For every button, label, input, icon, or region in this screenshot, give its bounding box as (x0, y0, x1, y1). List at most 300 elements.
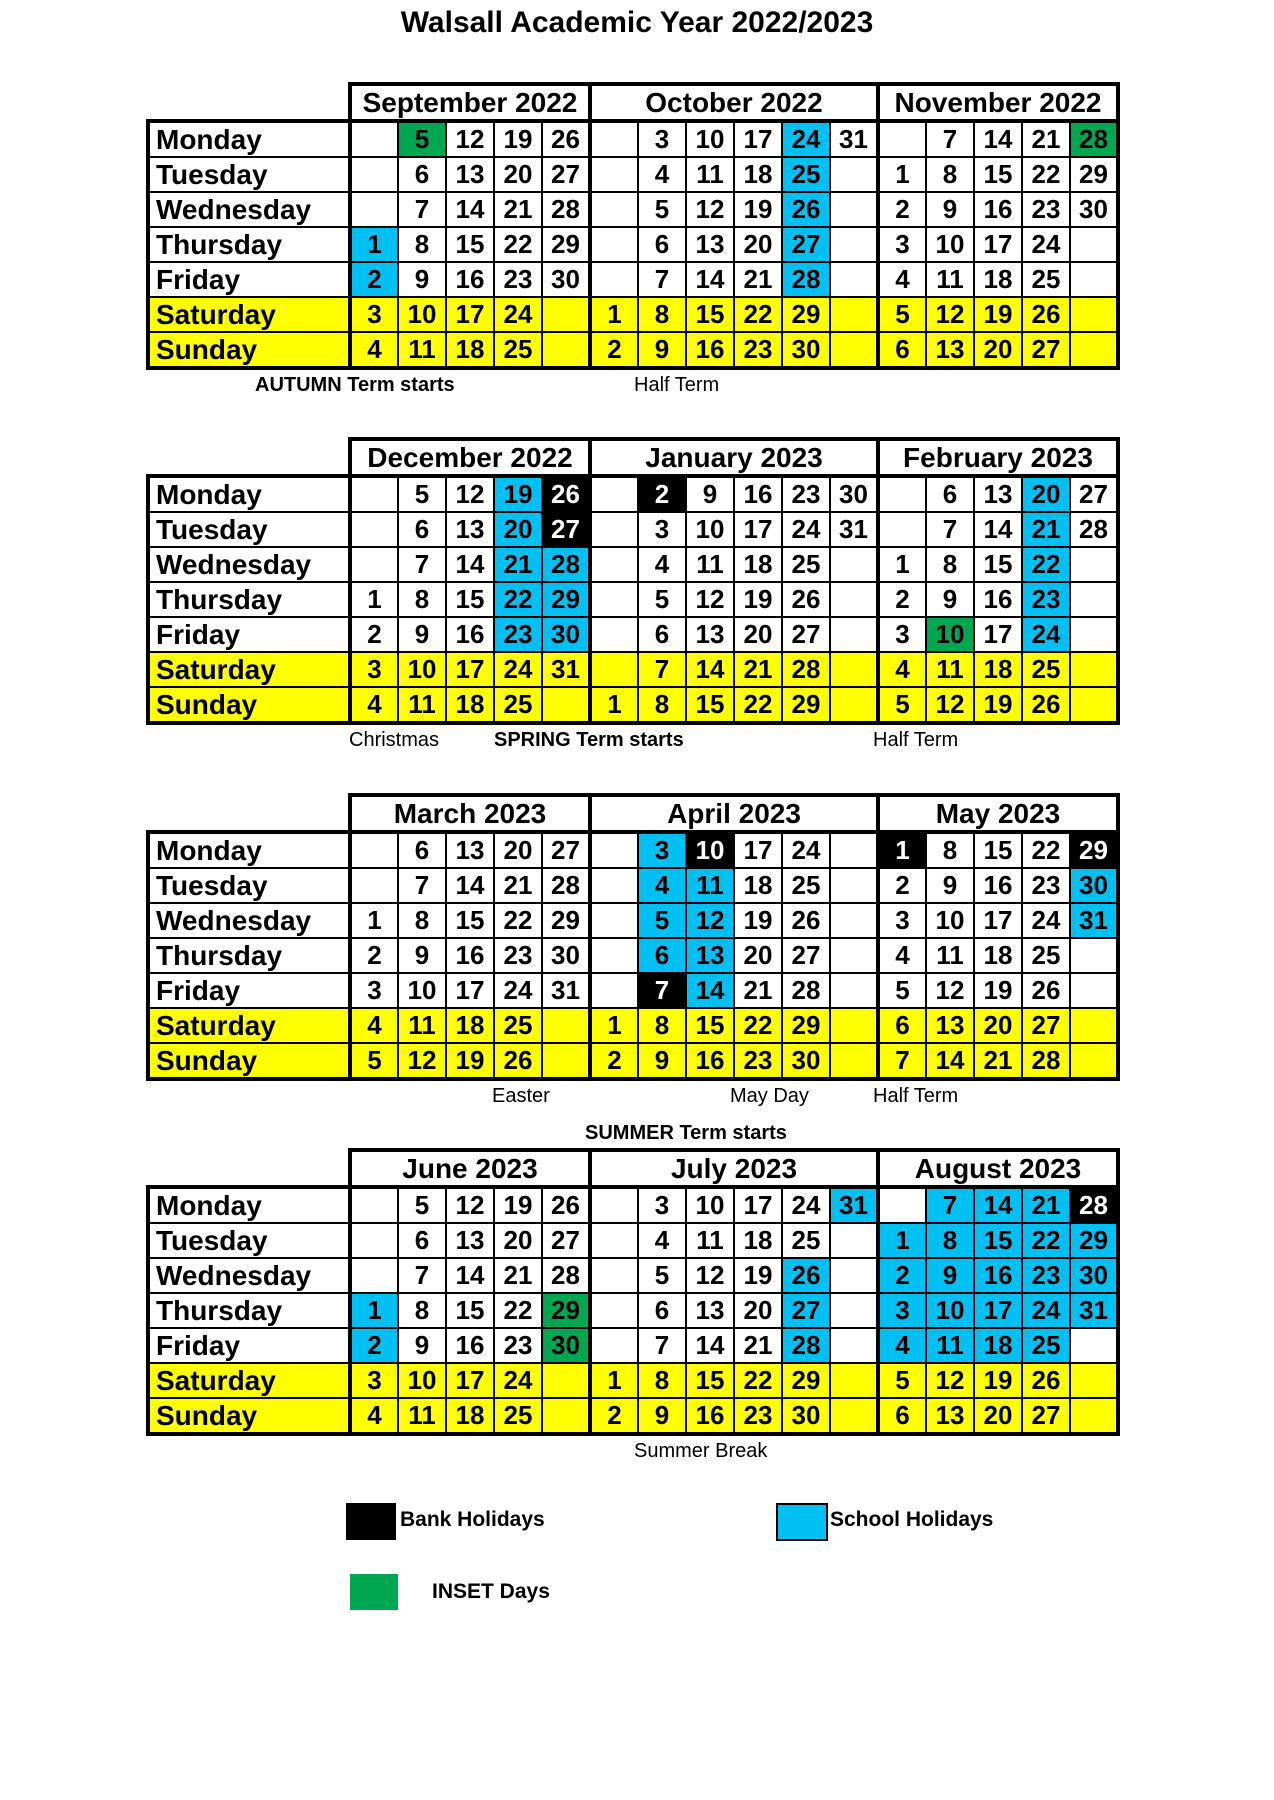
date-cell (830, 687, 878, 723)
date-cell: 1 (878, 157, 926, 192)
date-cell (590, 832, 638, 868)
date-cell: 14 (926, 1043, 974, 1079)
date-cell: 1 (878, 1223, 926, 1258)
date-cell: 30 (542, 262, 590, 297)
date-cell (590, 973, 638, 1008)
day-row (148, 868, 1118, 903)
day-label: Friday (148, 1328, 350, 1363)
date-cell: 5 (638, 903, 686, 938)
date-cell (542, 297, 590, 332)
date-cell: 12 (686, 1258, 734, 1293)
date-cell: 20 (494, 157, 542, 192)
date-cell: 8 (638, 1008, 686, 1043)
date-cell: 13 (686, 1293, 734, 1328)
date-cell: 14 (446, 868, 494, 903)
date-cell (1070, 227, 1118, 262)
day-label: Thursday (148, 938, 350, 973)
date-cell: 23 (734, 1398, 782, 1434)
date-cell (590, 1293, 638, 1328)
date-cell: 4 (638, 868, 686, 903)
day-label: Saturday (148, 1008, 350, 1043)
date-cell: 28 (1070, 121, 1118, 157)
date-cell: 4 (350, 1008, 398, 1043)
term-note: AUTUMN Term starts (255, 374, 455, 396)
date-cell: 26 (542, 476, 590, 512)
date-cell: 11 (926, 652, 974, 687)
date-cell: 29 (542, 582, 590, 617)
month-header: May 2023 (878, 795, 1118, 832)
date-cell: 8 (398, 1293, 446, 1328)
date-cell: 19 (494, 476, 542, 512)
month-header: October 2022 (590, 84, 878, 121)
date-cell: 14 (974, 121, 1022, 157)
date-cell: 2 (638, 476, 686, 512)
date-cell: 7 (398, 1258, 446, 1293)
day-row (148, 297, 1118, 332)
date-cell: 7 (878, 1043, 926, 1079)
date-cell: 8 (638, 297, 686, 332)
date-cell (542, 1363, 590, 1398)
date-cell: 4 (350, 1398, 398, 1434)
date-cell: 1 (350, 903, 398, 938)
date-cell: 10 (686, 1187, 734, 1223)
date-cell: 17 (734, 1187, 782, 1223)
date-cell: 9 (686, 476, 734, 512)
day-label: Saturday (148, 297, 350, 332)
day-row (148, 192, 1118, 227)
date-cell (830, 1043, 878, 1079)
date-cell: 13 (974, 476, 1022, 512)
date-cell: 20 (974, 1398, 1022, 1434)
date-cell (350, 121, 398, 157)
quarter-block (146, 437, 1120, 753)
date-cell: 15 (974, 1223, 1022, 1258)
date-cell: 24 (494, 297, 542, 332)
date-cell (878, 1187, 926, 1223)
date-cell (1070, 1328, 1118, 1363)
day-label: Friday (148, 617, 350, 652)
date-cell: 1 (590, 687, 638, 723)
corner-blank (148, 84, 350, 121)
date-cell: 8 (638, 687, 686, 723)
month-header: January 2023 (590, 439, 878, 476)
date-cell: 17 (734, 512, 782, 547)
month-header: August 2023 (878, 1150, 1118, 1187)
date-cell: 25 (494, 1398, 542, 1434)
date-cell: 16 (446, 938, 494, 973)
date-cell: 19 (734, 192, 782, 227)
day-row (148, 157, 1118, 192)
date-cell: 22 (494, 1293, 542, 1328)
date-cell: 24 (1022, 617, 1070, 652)
date-cell: 4 (350, 687, 398, 723)
date-cell: 9 (926, 192, 974, 227)
date-cell: 16 (974, 1258, 1022, 1293)
date-cell: 29 (542, 227, 590, 262)
quarter-block (146, 1148, 1120, 1464)
day-row (148, 1008, 1118, 1043)
date-cell: 17 (734, 121, 782, 157)
date-cell: 20 (494, 512, 542, 547)
date-cell: 1 (590, 297, 638, 332)
date-cell: 30 (542, 617, 590, 652)
date-cell: 12 (926, 973, 974, 1008)
date-cell (830, 227, 878, 262)
date-cell: 4 (878, 652, 926, 687)
date-cell: 13 (446, 832, 494, 868)
date-cell: 13 (446, 1223, 494, 1258)
date-cell: 18 (734, 547, 782, 582)
term-notes (146, 1081, 1120, 1109)
date-cell: 29 (542, 903, 590, 938)
date-cell: 10 (398, 973, 446, 1008)
date-cell: 15 (686, 687, 734, 723)
calendar-table (146, 1148, 1120, 1436)
date-cell (350, 476, 398, 512)
date-cell: 25 (782, 868, 830, 903)
date-cell (830, 903, 878, 938)
date-cell (590, 652, 638, 687)
date-cell: 17 (446, 973, 494, 1008)
date-cell: 22 (734, 297, 782, 332)
date-cell: 25 (782, 1223, 830, 1258)
date-cell (830, 617, 878, 652)
legend-bank-label: Bank Holidays (400, 1508, 545, 1531)
date-cell: 2 (878, 192, 926, 227)
date-cell: 28 (782, 973, 830, 1008)
day-label: Wednesday (148, 1258, 350, 1293)
date-cell: 22 (1022, 1223, 1070, 1258)
date-cell: 3 (350, 973, 398, 1008)
date-cell: 17 (446, 652, 494, 687)
date-cell: 23 (1022, 1258, 1070, 1293)
date-cell: 29 (1070, 1223, 1118, 1258)
date-cell: 28 (782, 1328, 830, 1363)
day-label: Wednesday (148, 192, 350, 227)
term-note: Christmas (349, 729, 440, 751)
date-cell: 1 (878, 547, 926, 582)
month-header: April 2023 (590, 795, 878, 832)
date-cell: 14 (974, 1187, 1022, 1223)
date-cell: 27 (542, 512, 590, 547)
date-cell: 28 (782, 652, 830, 687)
date-cell (350, 1258, 398, 1293)
date-cell: 15 (446, 903, 494, 938)
date-cell: 9 (398, 938, 446, 973)
date-cell (830, 868, 878, 903)
date-cell: 21 (734, 262, 782, 297)
date-cell: 2 (350, 262, 398, 297)
date-cell: 27 (1022, 1008, 1070, 1043)
date-cell: 26 (1022, 297, 1070, 332)
date-cell (1070, 938, 1118, 973)
date-cell: 9 (398, 262, 446, 297)
date-cell: 20 (494, 1223, 542, 1258)
date-cell: 21 (1022, 1187, 1070, 1223)
date-cell (590, 1223, 638, 1258)
date-cell: 21 (494, 192, 542, 227)
date-cell (1070, 973, 1118, 1008)
date-cell: 9 (638, 332, 686, 368)
month-header: March 2023 (350, 795, 590, 832)
date-cell (1070, 262, 1118, 297)
date-cell: 6 (638, 617, 686, 652)
date-cell: 28 (542, 1258, 590, 1293)
date-cell: 19 (974, 687, 1022, 723)
date-cell: 6 (878, 1398, 926, 1434)
date-cell: 15 (446, 1293, 494, 1328)
date-cell: 17 (734, 832, 782, 868)
date-cell: 27 (542, 832, 590, 868)
date-cell: 8 (926, 1223, 974, 1258)
date-cell: 18 (974, 1328, 1022, 1363)
day-row (148, 832, 1118, 868)
date-cell: 9 (638, 1398, 686, 1434)
term-note: Half Term (873, 1085, 959, 1107)
date-cell: 12 (926, 687, 974, 723)
date-cell: 26 (1022, 1363, 1070, 1398)
date-cell (830, 652, 878, 687)
page-title: Walsall Academic Year 2022/2023 (400, 6, 874, 39)
date-cell: 5 (350, 1043, 398, 1079)
day-label: Wednesday (148, 903, 350, 938)
school-holiday-swatch (776, 1503, 828, 1541)
date-cell: 29 (782, 1008, 830, 1043)
date-cell: 4 (638, 1223, 686, 1258)
date-cell: 27 (1070, 476, 1118, 512)
date-cell: 14 (686, 973, 734, 1008)
day-label: Sunday (148, 687, 350, 723)
date-cell: 24 (494, 973, 542, 1008)
corner-blank (148, 439, 350, 476)
calendar-table (146, 437, 1120, 725)
date-cell: 8 (398, 903, 446, 938)
date-cell: 4 (878, 938, 926, 973)
date-cell: 5 (878, 1363, 926, 1398)
date-cell: 10 (686, 121, 734, 157)
date-cell (830, 262, 878, 297)
date-cell: 15 (686, 297, 734, 332)
date-cell: 2 (878, 1258, 926, 1293)
date-cell (830, 582, 878, 617)
date-cell: 20 (734, 227, 782, 262)
date-cell (590, 547, 638, 582)
date-cell: 12 (398, 1043, 446, 1079)
date-cell (830, 832, 878, 868)
date-cell: 5 (398, 476, 446, 512)
day-label: Thursday (148, 227, 350, 262)
date-cell: 22 (1022, 157, 1070, 192)
day-row (148, 582, 1118, 617)
date-cell: 31 (830, 121, 878, 157)
date-cell: 1 (350, 227, 398, 262)
date-cell: 24 (1022, 903, 1070, 938)
term-notes (146, 725, 1120, 753)
date-cell: 7 (926, 1187, 974, 1223)
date-cell: 22 (494, 582, 542, 617)
date-cell: 14 (446, 1258, 494, 1293)
date-cell: 28 (542, 868, 590, 903)
date-cell: 17 (446, 297, 494, 332)
date-cell: 23 (1022, 868, 1070, 903)
date-cell: 12 (926, 1363, 974, 1398)
date-cell: 21 (494, 868, 542, 903)
date-cell: 10 (686, 512, 734, 547)
date-cell: 7 (638, 1328, 686, 1363)
date-cell: 25 (1022, 1328, 1070, 1363)
date-cell: 1 (590, 1363, 638, 1398)
date-cell: 3 (638, 512, 686, 547)
date-cell: 30 (782, 332, 830, 368)
term-note: Half Term (634, 374, 720, 396)
date-cell: 14 (974, 512, 1022, 547)
date-cell: 21 (734, 652, 782, 687)
date-cell (590, 1328, 638, 1363)
date-cell: 1 (878, 832, 926, 868)
date-cell: 30 (782, 1398, 830, 1434)
date-cell: 20 (734, 938, 782, 973)
date-cell: 24 (494, 1363, 542, 1398)
date-cell: 4 (878, 262, 926, 297)
date-cell: 11 (398, 1008, 446, 1043)
date-cell: 23 (494, 938, 542, 973)
date-cell: 26 (782, 1258, 830, 1293)
date-cell (1070, 332, 1118, 368)
date-cell: 11 (926, 1328, 974, 1363)
date-cell: 17 (974, 1293, 1022, 1328)
date-cell: 23 (734, 1043, 782, 1079)
date-cell (830, 938, 878, 973)
date-cell: 6 (398, 157, 446, 192)
date-cell (350, 868, 398, 903)
date-cell: 14 (446, 547, 494, 582)
date-cell: 3 (350, 297, 398, 332)
date-cell: 27 (1022, 332, 1070, 368)
day-label: Monday (148, 1187, 350, 1223)
day-label: Thursday (148, 582, 350, 617)
date-cell: 27 (782, 617, 830, 652)
date-cell: 18 (974, 262, 1022, 297)
day-label: Monday (148, 476, 350, 512)
date-cell: 22 (734, 687, 782, 723)
date-cell: 11 (398, 332, 446, 368)
date-cell (1070, 582, 1118, 617)
date-cell: 19 (974, 1363, 1022, 1398)
date-cell: 27 (542, 157, 590, 192)
date-cell (590, 1187, 638, 1223)
date-cell: 18 (446, 332, 494, 368)
date-cell: 13 (686, 227, 734, 262)
date-cell: 23 (494, 262, 542, 297)
day-row (148, 227, 1118, 262)
term-note: SPRING Term starts (494, 729, 684, 751)
date-cell: 12 (686, 192, 734, 227)
date-cell: 27 (542, 1223, 590, 1258)
date-cell: 2 (878, 582, 926, 617)
date-cell: 25 (782, 157, 830, 192)
date-cell: 30 (1070, 1258, 1118, 1293)
date-cell: 5 (398, 121, 446, 157)
date-cell: 21 (1022, 512, 1070, 547)
date-cell: 23 (734, 332, 782, 368)
date-cell: 4 (638, 547, 686, 582)
date-cell: 15 (446, 582, 494, 617)
day-label: Tuesday (148, 868, 350, 903)
date-cell: 14 (686, 652, 734, 687)
date-cell: 28 (542, 192, 590, 227)
date-cell: 8 (638, 1363, 686, 1398)
date-cell: 6 (398, 512, 446, 547)
date-cell: 22 (1022, 832, 1070, 868)
date-cell: 6 (878, 1008, 926, 1043)
date-cell (590, 227, 638, 262)
date-cell: 1 (350, 582, 398, 617)
date-cell: 22 (1022, 547, 1070, 582)
date-cell (590, 903, 638, 938)
date-cell (830, 1363, 878, 1398)
day-row (148, 617, 1118, 652)
date-cell: 14 (686, 262, 734, 297)
date-cell: 13 (446, 157, 494, 192)
date-cell: 29 (1070, 832, 1118, 868)
date-cell (1070, 1043, 1118, 1079)
date-cell: 25 (1022, 652, 1070, 687)
date-cell (830, 973, 878, 1008)
date-cell: 12 (686, 903, 734, 938)
date-cell: 4 (878, 1328, 926, 1363)
date-cell (350, 512, 398, 547)
date-cell: 23 (494, 617, 542, 652)
date-cell: 16 (686, 1043, 734, 1079)
date-cell: 20 (974, 1008, 1022, 1043)
quarter-block (146, 82, 1120, 398)
date-cell: 18 (446, 1008, 494, 1043)
date-cell (1070, 1363, 1118, 1398)
date-cell: 18 (974, 938, 1022, 973)
date-cell: 17 (974, 227, 1022, 262)
date-cell: 3 (878, 227, 926, 262)
day-row (148, 512, 1118, 547)
date-cell (590, 617, 638, 652)
date-cell: 16 (686, 1398, 734, 1434)
date-cell: 28 (542, 547, 590, 582)
date-cell: 5 (878, 297, 926, 332)
date-cell: 10 (398, 652, 446, 687)
date-cell: 20 (734, 1293, 782, 1328)
day-label: Sunday (148, 1398, 350, 1434)
date-cell: 23 (1022, 192, 1070, 227)
date-cell: 24 (1022, 227, 1070, 262)
date-cell (590, 121, 638, 157)
date-cell: 6 (926, 476, 974, 512)
day-row (148, 903, 1118, 938)
date-cell: 9 (398, 1328, 446, 1363)
calendar-table (146, 82, 1120, 370)
date-cell: 14 (446, 192, 494, 227)
date-cell: 2 (878, 868, 926, 903)
date-cell: 26 (1022, 973, 1070, 1008)
date-cell: 25 (1022, 938, 1070, 973)
date-cell (542, 687, 590, 723)
date-cell: 10 (926, 903, 974, 938)
date-cell: 25 (494, 332, 542, 368)
date-cell: 27 (782, 938, 830, 973)
day-label: Wednesday (148, 547, 350, 582)
date-cell: 29 (782, 687, 830, 723)
date-cell: 28 (1070, 1187, 1118, 1223)
date-cell: 27 (782, 1293, 830, 1328)
day-label: Monday (148, 121, 350, 157)
